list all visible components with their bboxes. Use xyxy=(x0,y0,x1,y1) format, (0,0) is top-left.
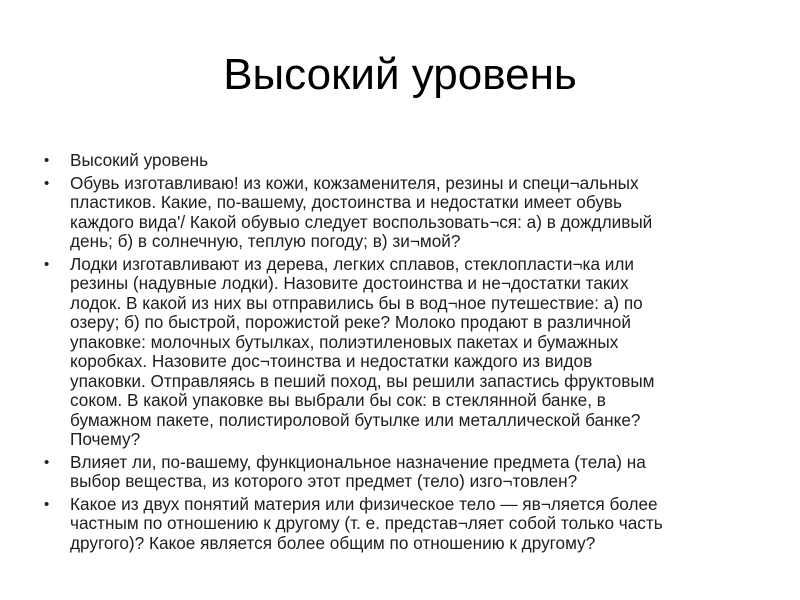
bullet-text-line: соком. В какой упаковке вы выбрали бы сок: в стеклянной банке, в xyxy=(70,390,606,410)
bullet-item-function-material xyxy=(44,453,784,492)
bullet-item-footwear xyxy=(44,174,784,252)
bullet-text-line: упаковке: молочных бутылках, полиэтиленовых пакетах и бумажных xyxy=(70,331,619,352)
bullet-item-heading xyxy=(44,151,784,171)
bullet-list xyxy=(44,151,784,556)
bullet-text-line: Лодки изготавливают из дерева, легких сплавов, стеклопласти¬ка или xyxy=(70,253,635,274)
bullet-text-line: Обувь изготавливаю! из кожи, кожзаменителя, резины и специ¬альных xyxy=(70,172,639,193)
bullet-text-line: бумажном пакете, полистироловой бутылке или металлической банке? xyxy=(70,409,641,430)
bullet-icon: • xyxy=(44,495,50,513)
bullet-text-line: резины (надувные лодки). Назовите достоинства и не¬достатки таких xyxy=(70,273,629,293)
bullet-text-line: лодок. В какой из них вы отправились бы в вод¬ное путешествие: а) по xyxy=(70,292,643,313)
bullet-icon: • xyxy=(44,152,50,169)
bullet-item-matter-body xyxy=(44,495,784,554)
bullet-text-line: пластиков. Какие, по-вашему, достоинства и недостатки имеет обувь xyxy=(70,192,623,212)
bullet-text-line: Почему? xyxy=(70,429,141,449)
bullet-text-line: частным по отношению к другому (т. е. представ¬ляет собой только часть xyxy=(70,513,663,533)
bullet-text-line: коробках. Назовите дос¬тоинства и недостатки каждого из видов xyxy=(70,351,593,371)
bullet-text-line: упаковки. Отправляясь в пеший поход, вы решили запастись фруктовым xyxy=(70,370,655,391)
bullet-text-line: озеру; б) по быстрой, порожистой реке? Молоко продают в различной xyxy=(70,312,631,332)
bullet-text-line: Влияет ли, по-вашему, функциональное назначение предмета (тела) на xyxy=(70,451,646,472)
bullet-text-line: каждого вида'/ Какой обувыо следует воспользовать¬ся: а) в дождливый xyxy=(70,211,653,232)
slide-title: Высокий уровень xyxy=(223,50,577,99)
bullet-icon: • xyxy=(44,255,50,273)
bullet-text-line: выбор вещества, из которого этот предмет (тело) изго¬товлен? xyxy=(70,471,578,491)
bullet-text-line: другого)? Какое является более общим по отношению к другому? xyxy=(70,532,596,553)
bullet-text-line: Какое из двух понятий материя или физическое тело — яв¬ляется более xyxy=(70,493,658,514)
bullet-text-line: Высокий уровень xyxy=(70,150,209,170)
bullet-icon: • xyxy=(44,174,50,192)
bullet-text-line: день; б) в солнечную, теплую погоду; в) зи¬мой? xyxy=(70,231,461,251)
bullet-item-boats-packaging xyxy=(44,255,784,450)
bullet-icon: • xyxy=(44,453,50,471)
